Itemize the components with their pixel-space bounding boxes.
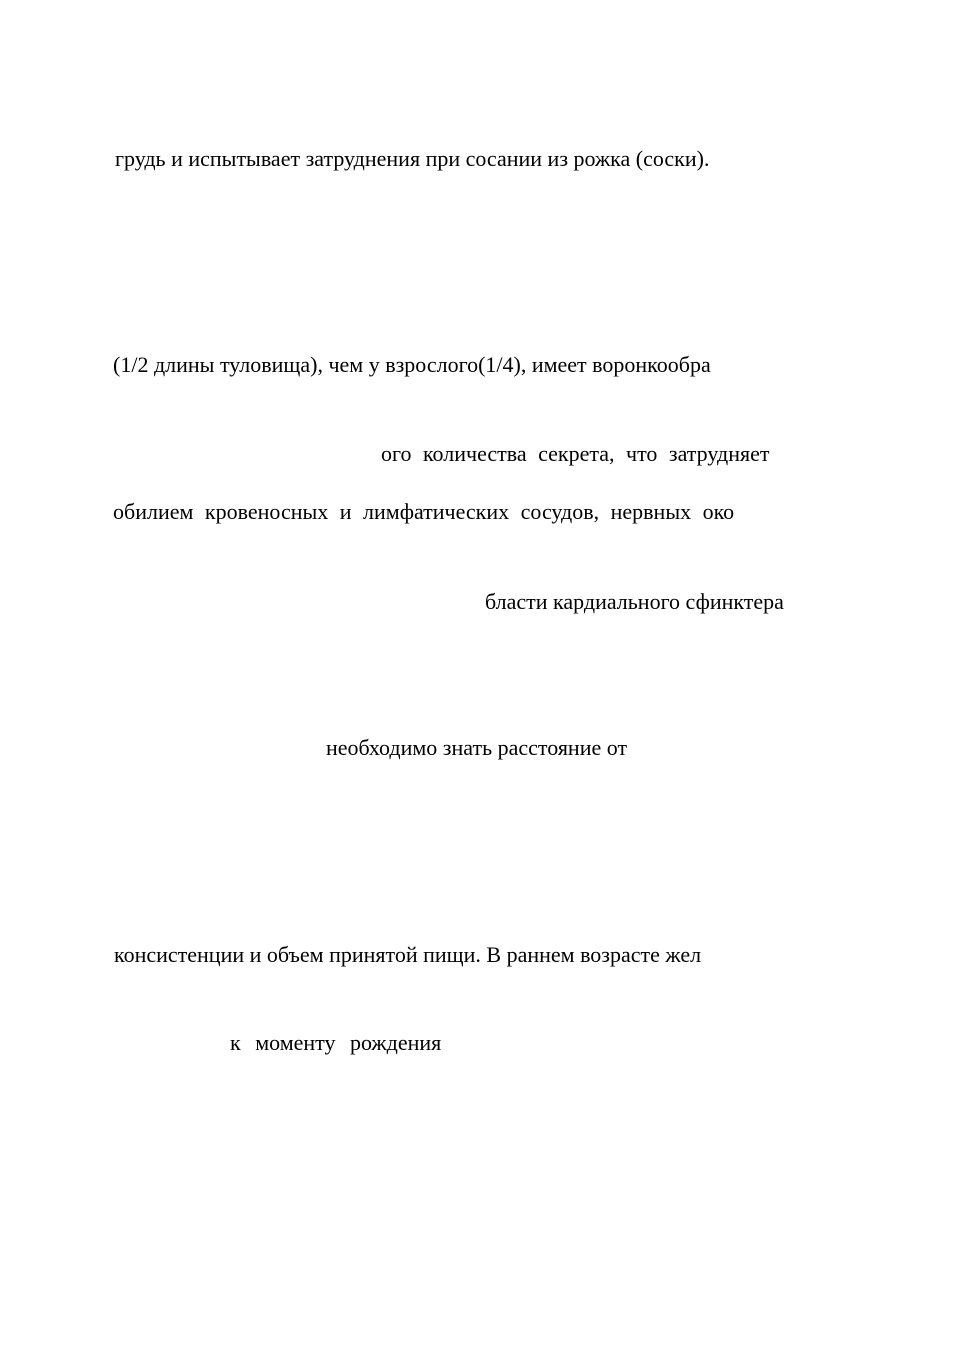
text-fragment-8: к моменту рождения	[230, 1030, 442, 1055]
text-fragment-4: обилием кровеносных и лимфатических сосудов, нервных око	[113, 499, 735, 524]
text-fragment-1: грудь и испытывает затруднения при сосании из рожка (соски).	[115, 146, 710, 171]
text-fragment-2: (1/2 длины туловища), чем у взрослого(1/4), имеет воронкообра	[113, 352, 711, 377]
text-fragment-7: консистенции и объем принятой пищи. В раннем возрасте жел	[114, 942, 702, 967]
text-fragment-5: бласти кардиального сфинктера	[485, 589, 784, 614]
text-fragment-3: ого количества секрета, что затрудняет	[381, 441, 770, 466]
text-fragment-6: необходимо знать расстояние от	[326, 735, 628, 760]
